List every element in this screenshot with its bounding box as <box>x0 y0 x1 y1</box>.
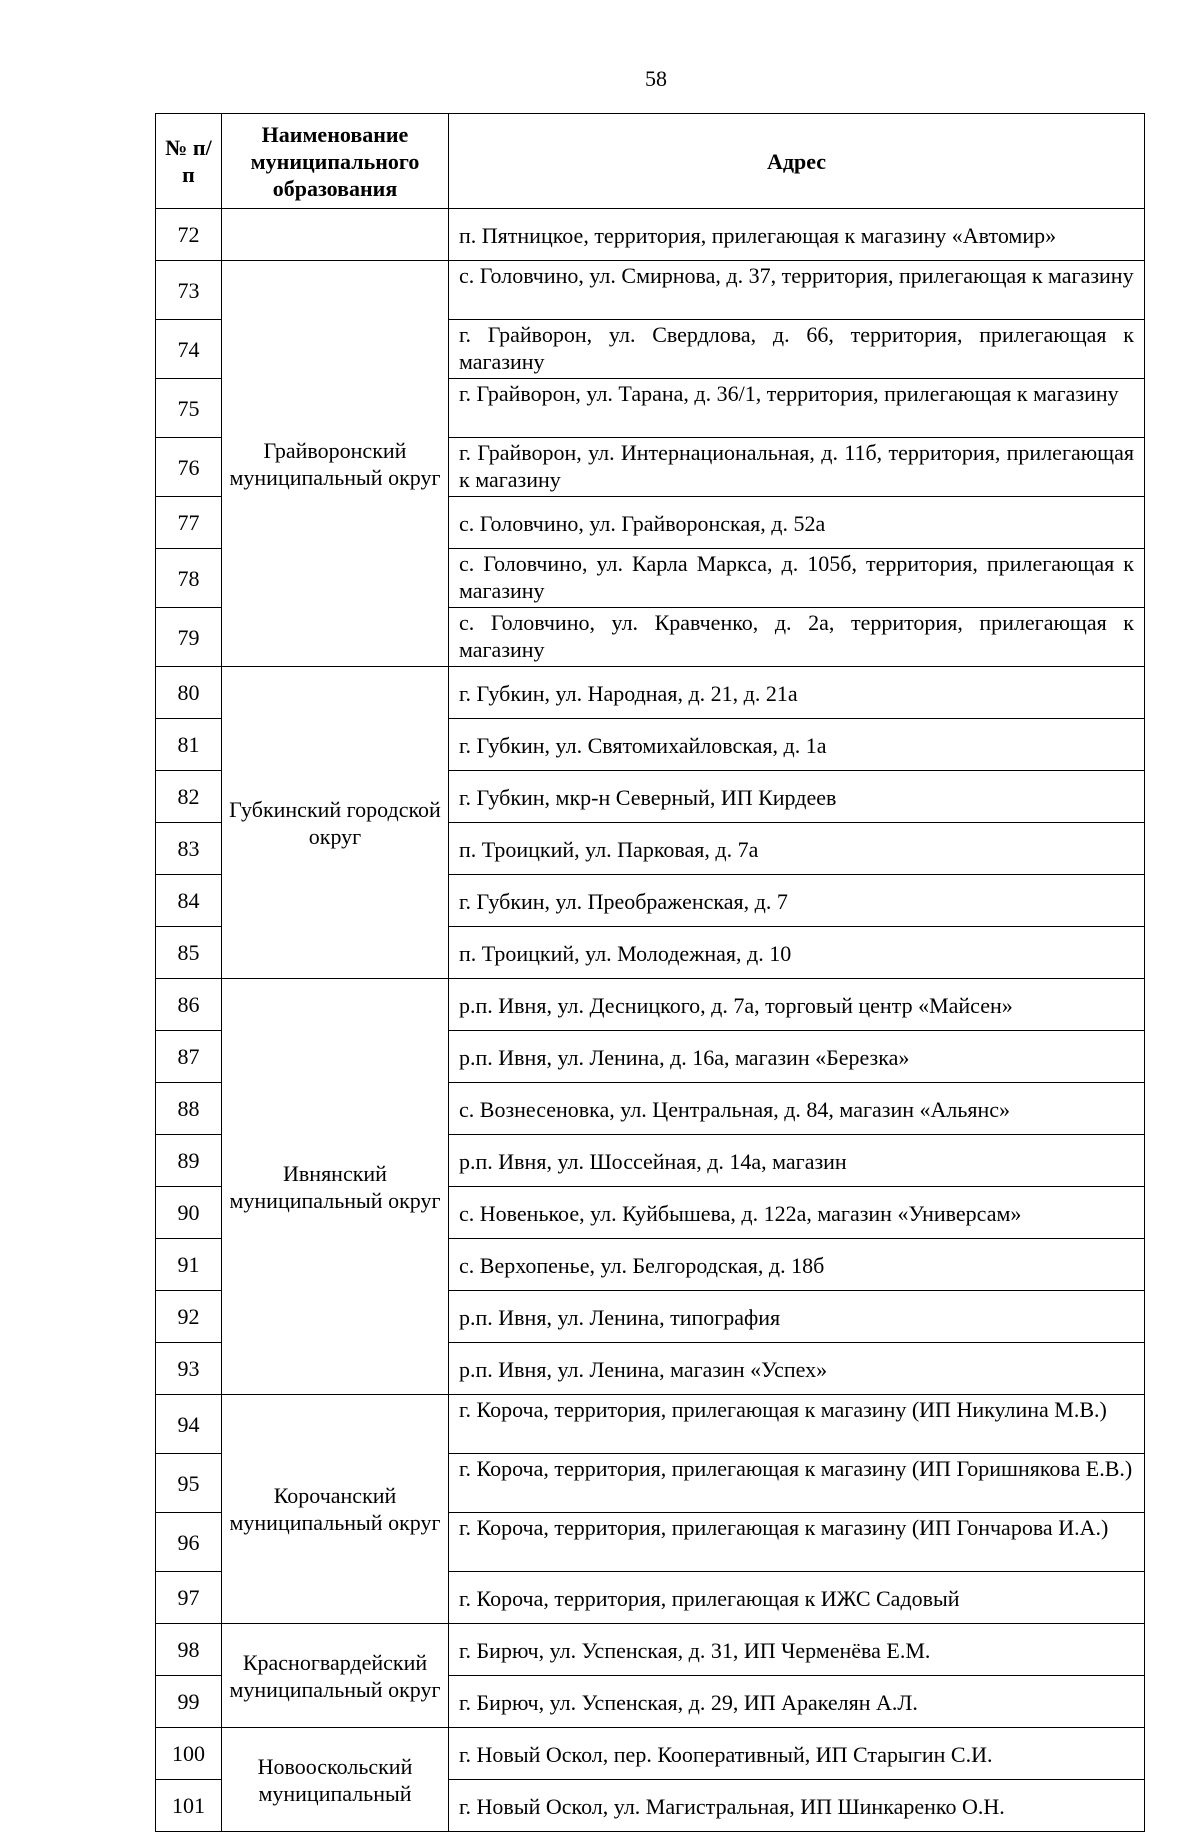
address-cell: г. Бирюч, ул. Успенская, д. 29, ИП Аракелян А.Л. <box>449 1676 1145 1728</box>
address-cell: п. Троицкий, ул. Молодежная, д. 10 <box>449 927 1145 979</box>
row-number: 88 <box>156 1083 222 1135</box>
row-number: 84 <box>156 875 222 927</box>
row-number: 100 <box>156 1728 222 1780</box>
row-number: 72 <box>156 209 222 261</box>
row-number: 76 <box>156 438 222 497</box>
municipality-name: Грайворонский муниципальный округ <box>222 261 449 667</box>
page-number: 58 <box>645 66 667 91</box>
municipality-name: Губкинский городской округ <box>222 667 449 979</box>
address-cell: с. Головчино, ул. Смирнова, д. 37, территория, прилегающая к магазину <box>449 261 1145 320</box>
row-number: 82 <box>156 771 222 823</box>
row-number: 86 <box>156 979 222 1031</box>
address-cell: г. Губкин, ул. Преображенская, д. 7 <box>449 875 1145 927</box>
address-cell: г. Короча, территория, прилегающая к магазину (ИП Никулина М.В.) <box>449 1395 1145 1454</box>
address-cell: р.п. Ивня, ул. Десницкого, д. 7а, торговый центр «Майсен» <box>449 979 1145 1031</box>
address-cell: г. Губкин, ул. Народная, д. 21, д. 21а <box>449 667 1145 719</box>
address-cell: с. Головчино, ул. Грайворонская, д. 52а <box>449 497 1145 549</box>
address-cell: г. Губкин, ул. Святомихайловская, д. 1а <box>449 719 1145 771</box>
row-number: 80 <box>156 667 222 719</box>
address-cell: с. Верхопенье, ул. Белгородская, д. 18б <box>449 1239 1145 1291</box>
row-number: 97 <box>156 1572 222 1624</box>
row-number: 75 <box>156 379 222 438</box>
address-cell: с. Новенькое, ул. Куйбышева, д. 122а, магазин «Универсам» <box>449 1187 1145 1239</box>
municipality-name: Красногвардейский муниципальный округ <box>222 1624 449 1728</box>
row-number: 96 <box>156 1513 222 1572</box>
row-number: 95 <box>156 1454 222 1513</box>
address-cell: г. Новый Оскол, ул. Магистральная, ИП Шинкаренко О.Н. <box>449 1780 1145 1832</box>
table-row <box>156 1395 1145 1454</box>
address-cell: с. Вознесеновка, ул. Центральная, д. 84, магазин «Альянс» <box>449 1083 1145 1135</box>
address-cell: р.п. Ивня, ул. Ленина, магазин «Успех» <box>449 1343 1145 1395</box>
row-number: 85 <box>156 927 222 979</box>
row-number: 89 <box>156 1135 222 1187</box>
row-number: 94 <box>156 1395 222 1454</box>
row-number: 99 <box>156 1676 222 1728</box>
address-cell: г. Грайворон, ул. Свердлова, д. 66, территория, прилегающая к магазину <box>449 320 1145 379</box>
row-number: 78 <box>156 549 222 608</box>
address-cell: г. Новый Оскол, пер. Кооперативный, ИП Старыгин С.И. <box>449 1728 1145 1780</box>
table-row <box>156 1728 1145 1780</box>
table-row <box>156 667 1145 719</box>
address-cell: г. Короча, территория, прилегающая к магазину (ИП Гончарова И.А.) <box>449 1513 1145 1572</box>
address-cell: г. Бирюч, ул. Успенская, д. 31, ИП Черменёва Е.М. <box>449 1624 1145 1676</box>
table-row <box>156 1624 1145 1676</box>
header-num: № п/п <box>156 114 222 209</box>
row-number: 87 <box>156 1031 222 1083</box>
row-number: 91 <box>156 1239 222 1291</box>
municipality-name: Корочанский муниципальный округ <box>222 1395 449 1624</box>
row-number: 81 <box>156 719 222 771</box>
address-cell: с. Головчино, ул. Кравченко, д. 2а, территория, прилегающая к магазину <box>449 608 1145 667</box>
table-row <box>156 979 1145 1031</box>
address-cell: г. Губкин, мкр-н Северный, ИП Кирдеев <box>449 771 1145 823</box>
row-number: 77 <box>156 497 222 549</box>
row-number: 83 <box>156 823 222 875</box>
row-number: 92 <box>156 1291 222 1343</box>
address-cell: п. Пятницкое, территория, прилегающая к магазину «Автомир» <box>449 209 1145 261</box>
address-cell: с. Головчино, ул. Карла Маркса, д. 105б, территория, прилегающая к магазину <box>449 549 1145 608</box>
address-cell: г. Грайворон, ул. Интернациональная, д. 11б, территория, прилегающая к магазину <box>449 438 1145 497</box>
address-cell: р.п. Ивня, ул. Шоссейная, д. 14а, магазин <box>449 1135 1145 1187</box>
header-address: Адрес <box>449 114 1145 209</box>
address-table <box>155 113 1145 1832</box>
address-cell: г. Короча, территория, прилегающая к ИЖС Садовый <box>449 1572 1145 1624</box>
table-row <box>156 209 1145 261</box>
row-number: 101 <box>156 1780 222 1832</box>
row-number: 90 <box>156 1187 222 1239</box>
table-row <box>156 261 1145 320</box>
address-cell: г. Короча, территория, прилегающая к магазину (ИП Горишнякова Е.В.) <box>449 1454 1145 1513</box>
row-number: 98 <box>156 1624 222 1676</box>
address-cell: п. Троицкий, ул. Парковая, д. 7а <box>449 823 1145 875</box>
address-cell: р.п. Ивня, ул. Ленина, типография <box>449 1291 1145 1343</box>
row-number: 93 <box>156 1343 222 1395</box>
header-municipality: Наименование муниципального образования <box>222 114 449 209</box>
row-number: 73 <box>156 261 222 320</box>
address-cell: г. Грайворон, ул. Тарана, д. 36/1, территория, прилегающая к магазину <box>449 379 1145 438</box>
municipality-name <box>222 209 449 261</box>
row-number: 74 <box>156 320 222 379</box>
row-number: 79 <box>156 608 222 667</box>
municipality-name: Ивнянский муниципальный округ <box>222 979 449 1395</box>
municipality-name: Новооскольский муниципальный <box>222 1728 449 1832</box>
address-cell: р.п. Ивня, ул. Ленина, д. 16а, магазин «Березка» <box>449 1031 1145 1083</box>
